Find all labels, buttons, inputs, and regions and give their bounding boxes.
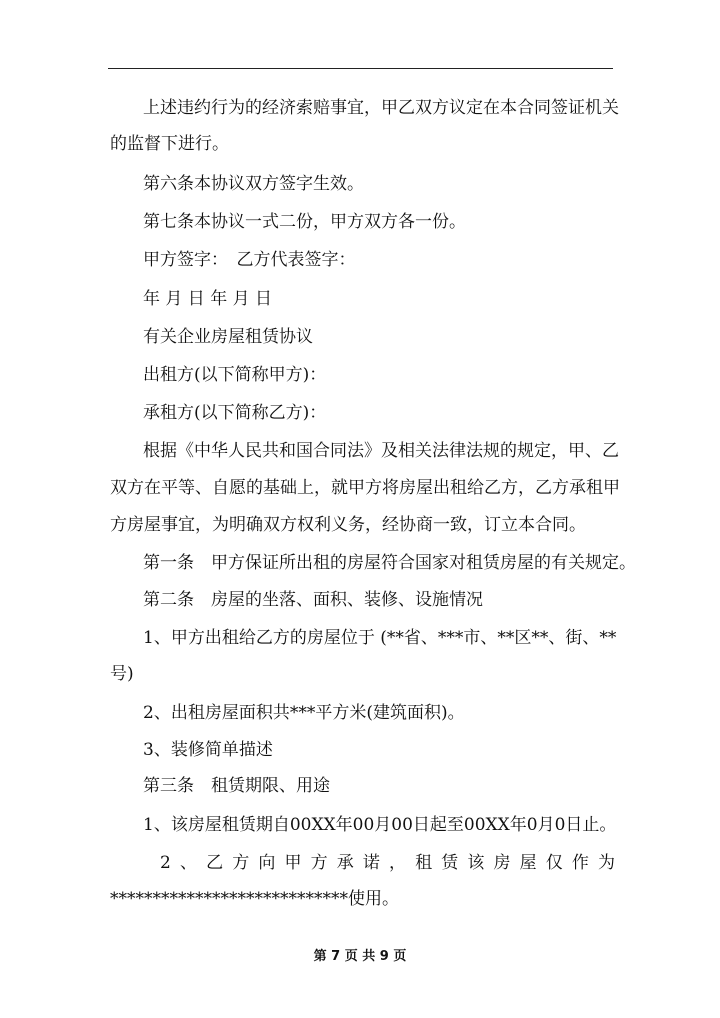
page-footer: 第 7 页 共 9 页: [313, 949, 407, 964]
clause-line: 2、出租房屋面积共***平方米(建筑面积)。: [143, 703, 465, 723]
header-rule: [108, 68, 613, 69]
char: 该: [467, 853, 485, 873]
article-1: 第一条 甲方保证所出租的房屋符合国家对租赁房屋的有关规定。: [143, 553, 636, 573]
char: 诺: [362, 853, 380, 873]
paragraph-line: 上述违约行为的经济索赔事宜，甲乙双方议定在本合同签证机关: [143, 98, 619, 118]
clause-line: ****************************使用。: [110, 889, 399, 909]
char: ，: [388, 853, 406, 873]
char: 仅: [545, 853, 563, 873]
char: 赁: [441, 853, 459, 873]
char: 方: [310, 853, 328, 873]
char: 方: [232, 853, 250, 873]
date-line: 年 月 日 年 月 日: [143, 289, 273, 309]
clause-line: 1、甲方出租给乙方的房屋位于 (**省、***市、**区**、街、**: [143, 628, 617, 648]
char: 乙: [206, 853, 224, 873]
article-3: 第三条 租赁期限、用途: [143, 776, 330, 796]
signature-line: 甲方签字： 乙方代表签字：: [143, 250, 356, 270]
clause-line: 号): [110, 664, 134, 684]
char: 承: [336, 853, 354, 873]
paragraph-line: 根据《中华人民共和国合同法》及相关法律法规的规定，甲、乙: [143, 441, 619, 461]
paragraph-line: 第七条本协议一式二份，甲方双方各一份。: [143, 212, 466, 232]
justified-clause-line: [160, 853, 615, 873]
paragraph-line: 双方在平等、自愿的基础上，就甲方将房屋出租给乙方，乙方承租甲: [110, 478, 620, 498]
char: 为: [597, 853, 615, 873]
char: 房: [493, 853, 511, 873]
paragraph-line: 方房屋事宜，为明确双方权利义务，经协商一致，订立本合同。: [110, 515, 586, 535]
document-title: 有关企业房屋租赁协议: [143, 327, 313, 347]
char: 向: [258, 853, 276, 873]
char: 租: [415, 853, 433, 873]
char: 、: [179, 853, 197, 873]
article-2: 第二条 房屋的坐落、面积、装修、设施情况: [143, 590, 483, 610]
paragraph-line: 的监督下进行。: [110, 134, 229, 154]
clause-line: 1、该房屋租赁期自00XX年00月00日起至00XX年0月0日止。: [143, 815, 617, 835]
char: 作: [571, 853, 589, 873]
char: 2: [160, 853, 171, 873]
lessor-line: 出租方(以下简称甲方)：: [143, 365, 327, 385]
char: 屋: [519, 853, 537, 873]
char: 甲: [284, 853, 302, 873]
clause-line: 3、装修简单描述: [143, 740, 273, 760]
paragraph-line: 第六条本协议双方签字生效。: [143, 174, 364, 194]
lessee-line: 承租方(以下简称乙方)：: [143, 403, 327, 423]
